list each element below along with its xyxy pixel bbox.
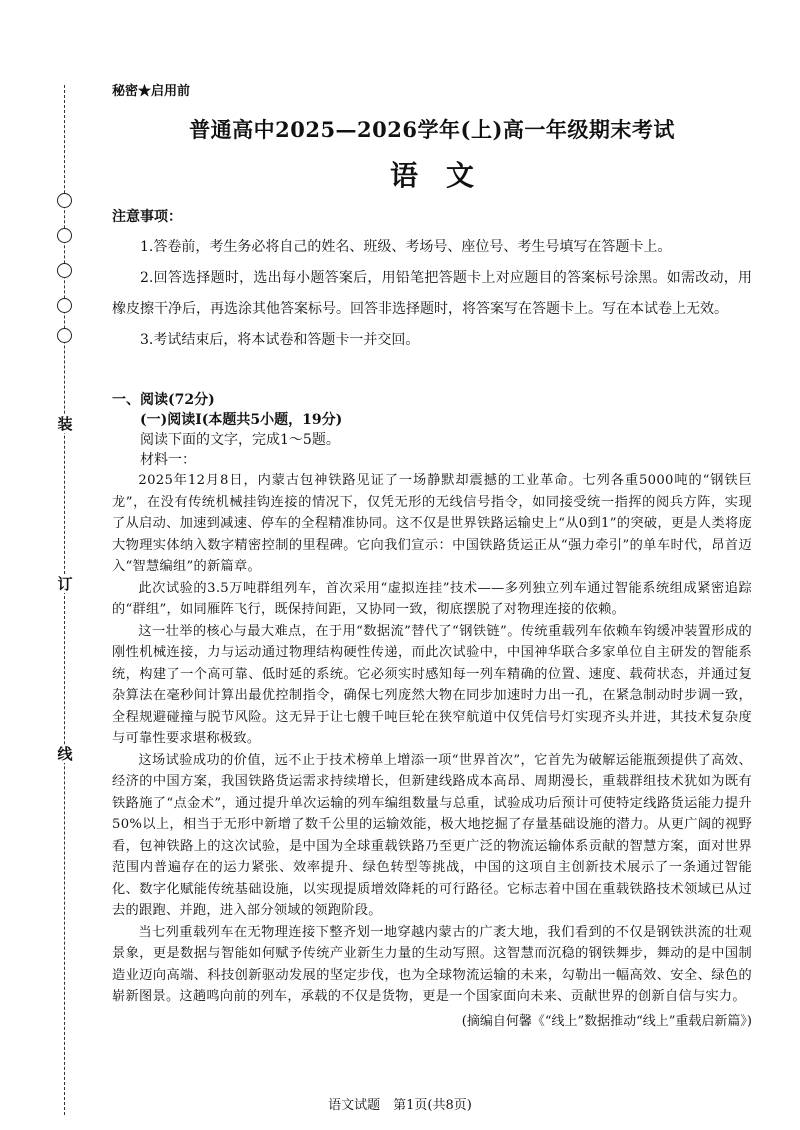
notice-item: 1.答卷前，考生务必将自己的姓名、班级、考场号、座位号、考生号填写在答题卡上。 <box>140 239 672 255</box>
exam-title: 普通高中2025—2026学年(上)高一年级期末考试 <box>189 117 675 142</box>
binding-hole-icon <box>57 193 72 208</box>
secret-label: 秘密★启用前 <box>112 84 191 99</box>
article-source: (摘编自何馨《“线上”数据推动“线上”重载启新篇》) <box>461 1013 752 1029</box>
material-label: 材料一： <box>140 452 196 468</box>
binding-hole-icon <box>57 328 72 343</box>
subject-title: 语文 <box>389 159 502 192</box>
article-paragraph: 这场试验成功的价值，远不止于技术榜单上增添一项“世界首次”，它首先为破解运能瓶颈提供了高效、经济的中国方案，我国铁路货运需求持续增长，但新建线路成本高昂、周期漫长，重载群组技术犹如为既有铁路施了“点金术”，通过提升单次运输的列车编组数量与总重，试验成功后预计可使特定线路货运能力提升50%以上，相当于无形中新增了数千公里的运输效能，极大地挖掘了存量基础设施的潜力。从更广阔的视野看，包神铁路上的这次试验，是中国为全球重载铁路乃至更广泛的物流运输体系贡献的智慧方案，面对世界范围内普遍存在的运力紧张、效率提升、绿色转型等挑战，中国的这项自主创新技术展示了一条通过智能化、数字化赋能传统基础设施，以实现提质增效降耗的可行路径。它标志着中国在重载铁路技术领域已从过去的跟跑、并跑，进入部分领域的领跑阶段。 <box>112 752 752 918</box>
article-paragraph: 2025年12月8日，内蒙古包神铁路见证了一场静默却震撼的工业革命。七列各重5000吨的“钢铁巨龙”，在没有传统机械挂钩连接的情况下，仅凭无形的无线信号指令，如同接受统一指挥的阅兵方阵，实现了从启动、加速到减速、停车的全程精准协同。这不仅是世界铁路运输史上“从0到1”的突破，更是人类将庞大物理实体纳入数字精密控制的里程碑。它向我们宣示：中国铁路货运正从“强力牵引”的单车时代，昂首迈入“智慧编组”的新篇章。 <box>112 473 752 574</box>
notice-item: 2.回答选择题时，选出每小题答案后，用铅笔把答题卡上对应题目的答案标号涂黑。如需改动，用橡皮擦干净后，再选涂其他答案标号。回答非选择题时，将答案写在答题卡上。写在本试卷上无效。 <box>112 270 752 317</box>
binding-hole-icon <box>57 228 72 243</box>
binding-label-zhuang: 装 <box>57 415 73 433</box>
article-paragraph: 此次试验的3.5万吨群组列车，首次采用“虚拟连挂”技术——多列独立列车通过智能系统组成紧密追踪的“群组”，如同雁阵飞行，既保持间距，又协同一致，彻底摆脱了对物理连接的依赖。 <box>112 580 752 617</box>
notice-list <box>112 232 752 356</box>
binding-line <box>50 85 80 1115</box>
binding-label-ding: 订 <box>57 575 73 593</box>
binding-label-xian: 线 <box>57 745 73 763</box>
binding-hole-icon <box>57 298 72 313</box>
article-paragraph: 当七列重载列车在无物理连接下整齐划一地穿越内蒙古的广袤大地，我们看到的不仅是钢铁洪流的壮观景象，更是数据与智能如何赋予传统产业新生力量的生动写照。这智慧而沉稳的钢铁舞步，舞动的是中国制造业迈向高端、科技创新驱动发展的坚定步伐，也为全球物流运输的未来，勾勒出一幅高效、安全、绿色的崭新图景。这趟鸣向前的列车，承载的不仅是货物，更是一个国家面向未来、贡献世界的创新自信与实力。 <box>112 924 752 1004</box>
reading-instruction: 阅读下面的文字，完成1～5题。 <box>140 432 340 448</box>
section-heading: 一、阅读(72分) <box>112 392 215 408</box>
subsection-heading: (一)阅读Ⅰ(本题共5小题，19分) <box>140 412 343 428</box>
page-footer: 语文试题 第1页(共8页) <box>328 1098 472 1113</box>
article-paragraph: 这一壮举的核心与最大难点，在于用“数据流”替代了“钢铁链”。传统重载列车依赖车钩缓冲装置形成的刚性机械连接，力与运动通过物理结构硬性传递，而此次试验中，中国神华联合多家单位自主研发的智能系统，构建了一个高可靠、低时延的系统。它必须实时感知每一列车精确的位置、速度、载荷状态，并通过复杂算法在毫秒间计算出最优控制指令，确保七列庞然大物在同步加速时力出一孔，在紧急制动时步调一致，全程规避碰撞与脱节风险。这无异于让七艘千吨巨轮在狭窄航道中仅凭信号灯实现齐头并进，其技术复杂度与可靠性要求堪称极致。 <box>112 623 752 746</box>
notice-item: 3.考试结束后，将本试卷和答题卡一并交回。 <box>140 332 420 348</box>
binding-hole-icon <box>57 263 72 278</box>
exam-page <box>112 82 752 1032</box>
notice-heading: 注意事项： <box>112 209 182 225</box>
article-body <box>112 470 752 1008</box>
